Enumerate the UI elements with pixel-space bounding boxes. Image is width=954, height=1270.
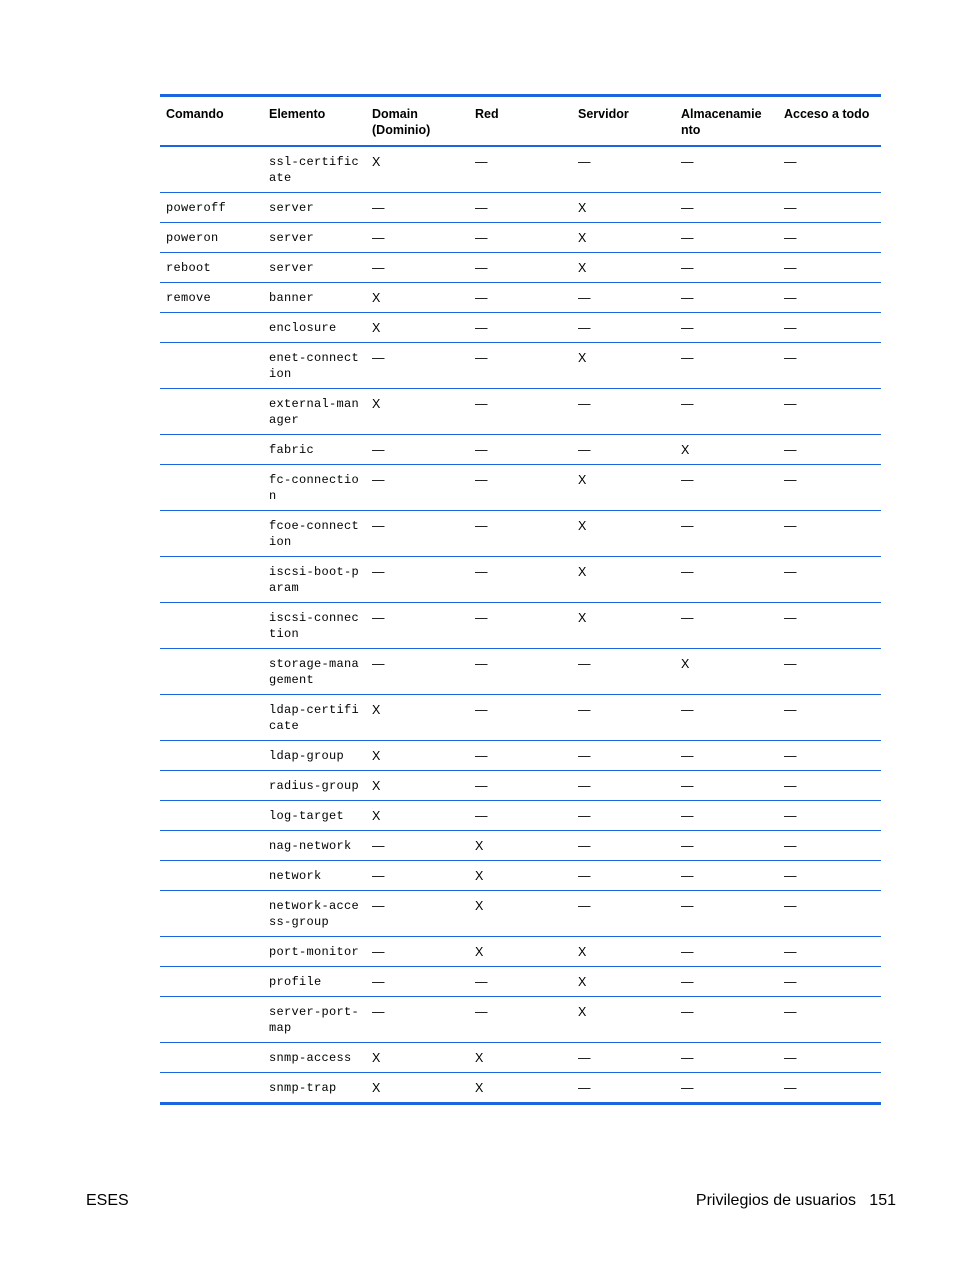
cell-permission: X bbox=[366, 389, 469, 435]
table-body bbox=[160, 146, 881, 1102]
cell-permission: X bbox=[372, 1081, 381, 1095]
cell-element: port-monitor bbox=[263, 937, 366, 967]
cell-command bbox=[160, 557, 263, 603]
cell-permission: X bbox=[366, 771, 469, 801]
cell-command bbox=[160, 741, 263, 771]
table-row bbox=[160, 343, 881, 389]
cell-permission: — bbox=[784, 1081, 797, 1095]
cell-permission: — bbox=[675, 313, 778, 343]
cell-permission: — bbox=[675, 771, 778, 801]
cell-element: fcoe-connection bbox=[263, 511, 366, 557]
cell-permission: — bbox=[469, 695, 572, 741]
header-almacenamiento: Almacenamie nto bbox=[681, 107, 762, 137]
cell-element: iscsi-boot-param bbox=[263, 557, 366, 603]
cell-permission: — bbox=[778, 146, 881, 193]
table-row bbox=[160, 283, 881, 313]
table-row bbox=[160, 389, 881, 435]
cell-permission: — bbox=[366, 435, 469, 465]
cell-permission: — bbox=[572, 313, 675, 343]
cell-permission: X bbox=[366, 283, 469, 313]
cell-command bbox=[160, 997, 263, 1043]
cell-permission: — bbox=[778, 997, 881, 1043]
privileges-table bbox=[160, 97, 881, 1102]
cell-permission: — bbox=[778, 313, 881, 343]
cell-permission: — bbox=[469, 343, 572, 389]
cell-permission: X bbox=[366, 741, 469, 771]
cell-permission: X bbox=[572, 193, 675, 223]
cell-command bbox=[160, 695, 263, 741]
cell-permission: — bbox=[675, 557, 778, 603]
cell-command bbox=[160, 801, 263, 831]
cell-permission: — bbox=[572, 1043, 675, 1073]
cell-permission: — bbox=[675, 801, 778, 831]
cell-permission: — bbox=[675, 861, 778, 891]
table-row bbox=[160, 511, 881, 557]
cell-permission: X bbox=[469, 1043, 572, 1073]
cell-permission: — bbox=[469, 649, 572, 695]
cell-element: snmp-access bbox=[263, 1043, 366, 1073]
table-row bbox=[160, 891, 881, 937]
cell-permission: — bbox=[778, 695, 881, 741]
cell-permission: — bbox=[572, 435, 675, 465]
cell-permission: X bbox=[572, 557, 675, 603]
cell-permission: — bbox=[469, 193, 572, 223]
cell-permission: — bbox=[778, 891, 881, 937]
cell-permission: — bbox=[366, 967, 469, 997]
cell-element: server bbox=[263, 193, 366, 223]
cell-command: reboot bbox=[160, 253, 263, 283]
cell-permission: — bbox=[572, 891, 675, 937]
cell-permission: — bbox=[778, 801, 881, 831]
cell-permission: — bbox=[778, 435, 881, 465]
cell-permission: — bbox=[469, 511, 572, 557]
cell-permission: X bbox=[366, 146, 469, 193]
cell-permission: — bbox=[675, 997, 778, 1043]
cell-command bbox=[160, 465, 263, 511]
cell-command bbox=[160, 1073, 263, 1103]
cell-command bbox=[160, 1043, 263, 1073]
cell-permission: — bbox=[778, 741, 881, 771]
cell-command bbox=[160, 831, 263, 861]
cell-permission: X bbox=[675, 649, 778, 695]
cell-permission: — bbox=[778, 771, 881, 801]
cell-permission: — bbox=[778, 557, 881, 603]
cell-element: radius-group bbox=[263, 771, 366, 801]
cell-permission: X bbox=[366, 1043, 469, 1073]
header-elemento: Elemento bbox=[269, 107, 326, 121]
cell-permission: — bbox=[778, 253, 881, 283]
cell-command bbox=[160, 313, 263, 343]
cell-permission: — bbox=[778, 1043, 881, 1073]
cell-permission: — bbox=[572, 146, 675, 193]
cell-permission: — bbox=[675, 343, 778, 389]
cell-permission: X bbox=[675, 435, 778, 465]
cell-permission: X bbox=[572, 997, 675, 1043]
cell-permission: — bbox=[778, 283, 881, 313]
cell-element: ldap-group bbox=[263, 741, 366, 771]
cell-permission: — bbox=[469, 146, 572, 193]
cell-command bbox=[160, 861, 263, 891]
cell-element: banner bbox=[263, 283, 366, 313]
cell-permission: X bbox=[469, 831, 572, 861]
table-row bbox=[160, 603, 881, 649]
cell-permission: — bbox=[469, 557, 572, 603]
cell-permission: — bbox=[469, 967, 572, 997]
cell-permission: X bbox=[572, 511, 675, 557]
table-row bbox=[160, 741, 881, 771]
cell-permission: X bbox=[469, 937, 572, 967]
cell-element: external-manager bbox=[263, 389, 366, 435]
cell-element: enclosure bbox=[263, 313, 366, 343]
table-row bbox=[160, 649, 881, 695]
cell-permission: X bbox=[469, 861, 572, 891]
cell-permission: — bbox=[675, 223, 778, 253]
cell-command bbox=[160, 891, 263, 937]
cell-permission: — bbox=[675, 146, 778, 193]
cell-permission: — bbox=[572, 831, 675, 861]
table-row bbox=[160, 1043, 881, 1073]
cell-permission: X bbox=[366, 801, 469, 831]
cell-element: server-port-map bbox=[263, 997, 366, 1043]
cell-permission: — bbox=[366, 511, 469, 557]
cell-permission: — bbox=[681, 1081, 694, 1095]
cell-command bbox=[160, 435, 263, 465]
cell-permission: — bbox=[572, 695, 675, 741]
cell-element: fabric bbox=[263, 435, 366, 465]
cell-element: network bbox=[263, 861, 366, 891]
cell-permission: — bbox=[469, 313, 572, 343]
cell-permission: — bbox=[778, 861, 881, 891]
table-row bbox=[160, 557, 881, 603]
cell-permission: — bbox=[572, 649, 675, 695]
cell-permission: X bbox=[572, 967, 675, 997]
cell-permission: — bbox=[675, 1043, 778, 1073]
cell-permission: X bbox=[572, 223, 675, 253]
cell-permission: — bbox=[675, 741, 778, 771]
table-row bbox=[160, 967, 881, 997]
table-row bbox=[160, 435, 881, 465]
cell-command bbox=[160, 603, 263, 649]
table-row bbox=[160, 253, 881, 283]
cell-permission: — bbox=[366, 937, 469, 967]
cell-element: storage-management bbox=[263, 649, 366, 695]
header-red: Red bbox=[475, 107, 499, 121]
cell-command bbox=[160, 511, 263, 557]
cell-permission: — bbox=[366, 831, 469, 861]
cell-permission: — bbox=[469, 741, 572, 771]
table-header bbox=[160, 97, 881, 146]
cell-permission: — bbox=[469, 253, 572, 283]
cell-command bbox=[160, 389, 263, 435]
header-acceso: Acceso a todo bbox=[784, 107, 870, 121]
cell-permission: — bbox=[675, 465, 778, 511]
cell-command: poweron bbox=[160, 223, 263, 253]
cell-permission: — bbox=[366, 649, 469, 695]
cell-permission: X bbox=[469, 891, 572, 937]
header-domain: Domain (Dominio) bbox=[372, 107, 431, 137]
cell-permission: — bbox=[778, 937, 881, 967]
cell-permission: — bbox=[469, 771, 572, 801]
cell-permission: — bbox=[778, 465, 881, 511]
cell-permission: — bbox=[366, 557, 469, 603]
cell-command bbox=[160, 937, 263, 967]
table-row bbox=[160, 771, 881, 801]
cell-element: snmp-trap bbox=[269, 1081, 337, 1095]
cell-permission: — bbox=[675, 891, 778, 937]
cell-element: server bbox=[263, 223, 366, 253]
cell-command: poweroff bbox=[160, 193, 263, 223]
table-row bbox=[160, 831, 881, 861]
cell-permission: — bbox=[572, 801, 675, 831]
table-bottom-rule bbox=[160, 1102, 881, 1105]
header-row bbox=[160, 97, 881, 146]
cell-permission: — bbox=[675, 283, 778, 313]
cell-permission: — bbox=[572, 861, 675, 891]
cell-permission: — bbox=[572, 771, 675, 801]
cell-permission: — bbox=[778, 223, 881, 253]
cell-permission: — bbox=[778, 831, 881, 861]
cell-permission: — bbox=[469, 223, 572, 253]
cell-command bbox=[160, 967, 263, 997]
cell-permission: — bbox=[778, 511, 881, 557]
cell-permission: — bbox=[469, 997, 572, 1043]
cell-permission: — bbox=[469, 389, 572, 435]
cell-permission: — bbox=[675, 389, 778, 435]
cell-permission: — bbox=[366, 223, 469, 253]
footer-page-info: Privilegios de usuarios 151 bbox=[695, 1192, 896, 1209]
table-row bbox=[160, 223, 881, 253]
cell-element: iscsi-connection bbox=[263, 603, 366, 649]
cell-permission: — bbox=[366, 997, 469, 1043]
cell-permission: — bbox=[366, 193, 469, 223]
cell-permission: X bbox=[572, 603, 675, 649]
cell-permission: X bbox=[475, 1081, 484, 1095]
cell-permission: — bbox=[675, 831, 778, 861]
cell-element: fc-connection bbox=[263, 465, 366, 511]
cell-permission: — bbox=[778, 389, 881, 435]
table-row bbox=[160, 937, 881, 967]
table-row bbox=[160, 695, 881, 741]
cell-permission: — bbox=[366, 603, 469, 649]
cell-permission: — bbox=[572, 283, 675, 313]
cell-permission: X bbox=[366, 313, 469, 343]
cell-permission: — bbox=[469, 465, 572, 511]
cell-permission: — bbox=[572, 741, 675, 771]
cell-permission: — bbox=[675, 937, 778, 967]
cell-command bbox=[160, 771, 263, 801]
cell-element: profile bbox=[263, 967, 366, 997]
cell-permission: — bbox=[366, 253, 469, 283]
cell-permission: — bbox=[366, 465, 469, 511]
cell-command: remove bbox=[160, 283, 263, 313]
cell-permission: X bbox=[572, 253, 675, 283]
cell-command bbox=[160, 146, 263, 193]
privileges-table-container bbox=[160, 94, 881, 1105]
cell-permission: — bbox=[778, 193, 881, 223]
table-row bbox=[160, 1073, 881, 1103]
header-servidor: Servidor bbox=[578, 107, 629, 121]
cell-permission: — bbox=[366, 891, 469, 937]
footer-locale: ESES bbox=[86, 1192, 129, 1209]
cell-permission: — bbox=[675, 695, 778, 741]
cell-command bbox=[160, 649, 263, 695]
cell-element: server bbox=[263, 253, 366, 283]
cell-permission: — bbox=[675, 193, 778, 223]
cell-permission: — bbox=[578, 1081, 591, 1095]
cell-permission: — bbox=[778, 603, 881, 649]
cell-permission: — bbox=[366, 343, 469, 389]
cell-permission: — bbox=[469, 603, 572, 649]
cell-permission: — bbox=[675, 511, 778, 557]
header-comando: Comando bbox=[166, 107, 224, 121]
cell-command bbox=[160, 343, 263, 389]
table-row bbox=[160, 997, 881, 1043]
cell-permission: X bbox=[572, 343, 675, 389]
cell-permission: — bbox=[778, 967, 881, 997]
cell-permission: — bbox=[675, 253, 778, 283]
cell-permission: — bbox=[675, 967, 778, 997]
cell-permission: — bbox=[572, 389, 675, 435]
cell-element: ssl-certificate bbox=[263, 146, 366, 193]
cell-permission: — bbox=[366, 861, 469, 891]
cell-element: network-access-group bbox=[263, 891, 366, 937]
table-row bbox=[160, 146, 881, 193]
table-row bbox=[160, 801, 881, 831]
table-row bbox=[160, 313, 881, 343]
cell-permission: X bbox=[572, 465, 675, 511]
cell-permission: — bbox=[469, 283, 572, 313]
cell-permission: X bbox=[572, 937, 675, 967]
cell-element: ldap-certificate bbox=[263, 695, 366, 741]
cell-element: enet-connection bbox=[263, 343, 366, 389]
cell-permission: — bbox=[469, 435, 572, 465]
table-row bbox=[160, 193, 881, 223]
cell-permission: — bbox=[675, 603, 778, 649]
cell-element: log-target bbox=[263, 801, 366, 831]
cell-permission: — bbox=[469, 801, 572, 831]
table-row bbox=[160, 861, 881, 891]
cell-permission: — bbox=[778, 343, 881, 389]
cell-element: nag-network bbox=[263, 831, 366, 861]
cell-permission: X bbox=[366, 695, 469, 741]
cell-permission: — bbox=[778, 649, 881, 695]
table-row bbox=[160, 465, 881, 511]
